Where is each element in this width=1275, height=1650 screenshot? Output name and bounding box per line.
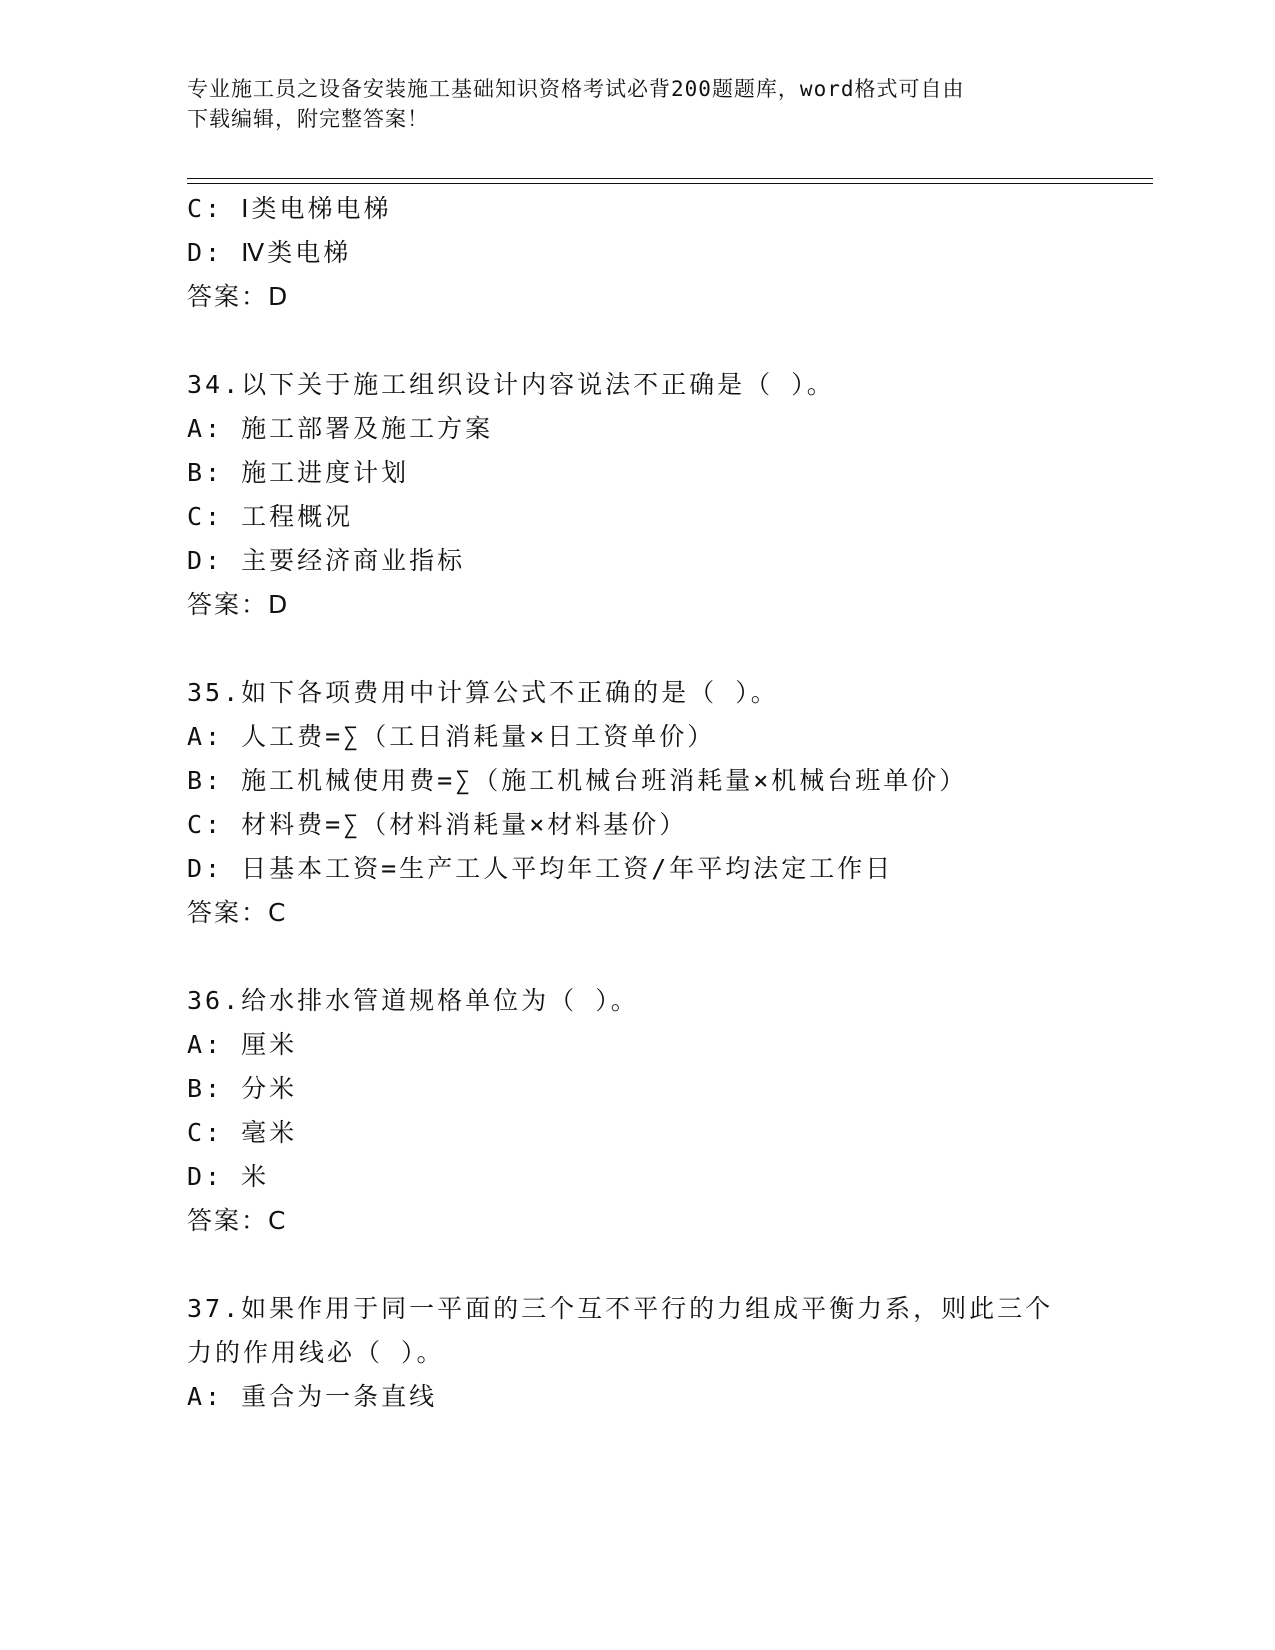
option-b: B: 分米 xyxy=(187,1074,298,1103)
question-37: 37.如果作用于同一平面的三个互不平行的力组成平衡力系，则此三个 xyxy=(187,1294,1054,1323)
option-c: C: 工程概况 xyxy=(187,502,354,531)
option-d: D: Ⅳ类电梯 xyxy=(187,238,352,267)
header-rule-top xyxy=(187,178,1153,179)
question-36: 36.给水排水管道规格单位为（ ）。 xyxy=(187,986,639,1015)
question-35: 35.如下各项费用中计算公式不正确的是（ ）。 xyxy=(187,678,779,707)
question-37-continuation: 力的作用线必（ ）。 xyxy=(187,1338,445,1367)
option-c: C: Ⅰ类电梯电梯 xyxy=(187,194,392,223)
option-b: B: 施工进度计划 xyxy=(187,458,410,487)
option-a: A: 重合为一条直线 xyxy=(187,1382,438,1411)
option-a: A: 厘米 xyxy=(187,1030,298,1059)
option-c: C: 材料费=∑（材料消耗量×材料基价） xyxy=(187,810,688,839)
answer-line: 答案：C xyxy=(187,898,288,927)
option-a: A: 人工费=∑（工日消耗量×日工资单价） xyxy=(187,722,716,751)
option-a: A: 施工部署及施工方案 xyxy=(187,414,494,443)
answer-line: 答案：D xyxy=(187,282,290,311)
header-rule-bottom xyxy=(187,183,1153,184)
question-34: 34.以下关于施工组织设计内容说法不正确是（ ）。 xyxy=(187,370,835,399)
option-d: D: 米 xyxy=(187,1162,270,1191)
document-header: 专业施工员之设备安装施工基础知识资格考试必背200题题库，word格式可自由 下载编辑，附完整答案！ xyxy=(187,77,965,131)
option-d: D: 主要经济商业指标 xyxy=(187,546,466,575)
option-b: B: 施工机械使用费=∑（施工机械台班消耗量×机械台班单价） xyxy=(187,766,968,795)
option-c: C: 毫米 xyxy=(187,1118,298,1147)
option-d: D: 日基本工资=生产工人平均年工资/年平均法定工作日 xyxy=(187,854,894,883)
answer-line: 答案：D xyxy=(187,590,290,619)
answer-line: 答案：C xyxy=(187,1206,288,1235)
